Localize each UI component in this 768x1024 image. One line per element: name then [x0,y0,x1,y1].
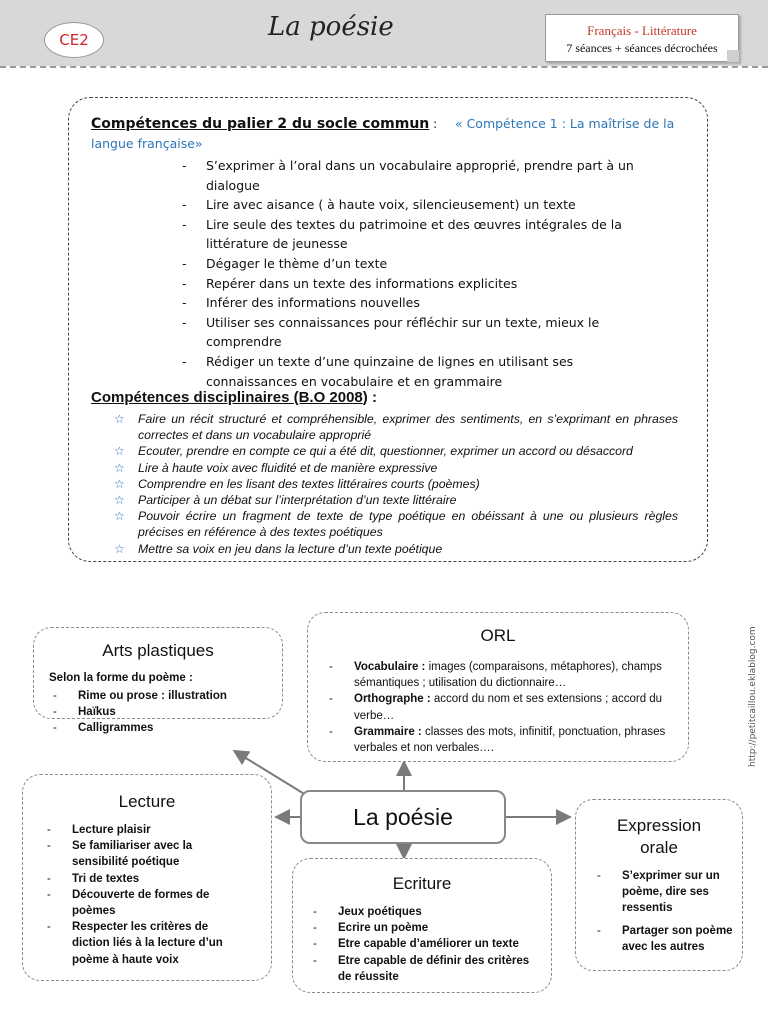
list-item: - Dégager le thème d’un texte [182,254,662,274]
level-badge: CE2 [44,22,104,58]
list-item: - Découverte de formes de poèmes [47,887,237,919]
list-item-text: Faire un récit structuré et compréhensible, exprimer des sentiments, en s’exprimant en phrases correctes et dans un vocabulaire approprié [138,412,678,443]
subject-label: Français - Littérature [587,23,697,38]
orl-item-label: Orthographe : [354,693,431,706]
star-bullet-icon: ☆ [114,509,125,524]
star-bullet-icon: ☆ [114,476,125,491]
list-item: - Ecrire un poème [313,920,538,936]
list-item: - Calligrammes [53,720,273,736]
disciplinaires-heading: Compétences disciplinaires (B.O 2008 [91,389,363,406]
orl-item-text: classes des mots, infinitif, ponctuation, phrases verbales et non verbales…. [354,725,666,755]
list-item: - Lire seule des textes du patrimoine et des œuvres intégrales de la littérature de jeunesse [182,215,662,254]
star-bullet-icon: ☆ [114,493,125,508]
list-item: - Jeux poétiques [313,904,538,920]
lecture-bubble [22,774,272,981]
lecture-title: Lecture [118,792,176,811]
orl-item-text: accord du nom et ses extensions ; accord du verbe… [354,693,663,722]
list-item: - S’exprimer à l’oral dans un vocabulaire approprié, prendre part à un dialogue [182,156,662,195]
list-item: - Haïkus [53,704,273,720]
competence-reference: « Compétence 1 : La maîtrise de la langue française» [91,116,675,151]
orl-bubble [307,612,689,762]
orl-item-label: Grammaire : [354,725,422,738]
blog-url-text[interactable]: http://petitcaillou.eklablog.com [748,626,758,767]
star-bullet-icon: ☆ [114,444,125,459]
arts-title: Arts plastiques [102,641,214,660]
arts-list [53,688,273,737]
disciplinaires-heading-end: ) : [362,389,377,406]
list-item-text: Comprendre en les lisant des textes littéraires courts (poèmes) [138,476,480,491]
orl-item-text: images (comparaisons, métaphores), champs sémantiques ; utilisation du dictionnaire… [354,661,662,690]
list-item: - Se familiariser avec la sensibilité poétique [47,838,237,870]
star-bullet-icon: ☆ [114,541,125,556]
list-item [329,659,669,691]
lecture-list [47,822,237,968]
list-item-text: Lire à haute voix avec fluidité et de manière expressive [138,460,438,475]
list-item: - Lire avec aisance ( à haute voix, silencieusement) un texte [182,195,662,215]
arts-plastiques-bubble [33,627,283,735]
star-bullet-icon: ☆ [114,460,125,475]
list-item: - Tri de textes [47,871,237,887]
list-item-text: Pouvoir écrire un fragment de texte de type poétique en obéissant à une ou plusieurs règles précises en référence à des textes poétiques [138,509,678,540]
list-item: - Repérer dans un texte des informations explicites [182,274,662,294]
list-item: - S’exprimer sur un poème, dire ses ressentis [597,868,735,917]
list-item: - Etre capable de définir des critères de réussite [313,953,538,985]
list-item-text: Mettre sa voix en jeu dans la lecture d’un texte poétique [138,541,443,556]
expression-title-line2: orale [640,838,678,857]
arts-intro: Selon la forme du poème : [49,672,193,684]
list-item: - Inférer des informations nouvelles [182,293,662,313]
expression-orale-bubble [575,799,743,971]
list-item: - Partager son poème avec les autres [597,923,735,955]
page-title: La poésie [268,12,394,42]
list-item [329,691,669,723]
list-item: - Utiliser ses connaissances pour réfléchir sur un texte, mieux le comprendre [182,313,662,352]
list-item: - Etre capable d’améliorer un texte [313,936,538,952]
list-item-text: Ecouter, prendre en compte ce qui a été dit, questionner, exprimer un accord ou désaccord [138,444,633,459]
list-item: - Rime ou prose : illustration [53,688,273,704]
orl-title: ORL [480,626,516,645]
expression-list [597,868,735,955]
list-item [329,724,669,756]
star-bullet-icon: ☆ [114,412,125,426]
ecriture-title: Ecriture [392,874,452,893]
list-item: - Rédiger un texte d’une quinzaine de lignes en utilisant ses connaissances en vocabulaire et en grammaire [182,352,662,391]
list-item: - Lecture plaisir [47,822,237,838]
expression-title-line1: Expression [616,816,702,835]
orl-list [329,659,669,756]
list-item: - Respecter les critères de diction liés à la lecture d’un poème à haute voix [47,919,237,968]
ecriture-bubble [292,858,552,993]
central-topic: La poésie [300,790,506,844]
socle-heading: Compétences du palier 2 du socle commun [91,116,430,132]
socle-heading-colon: : [429,117,438,131]
sessions-label: 7 séances + séances décrochées [566,41,718,55]
expression-title [576,815,742,859]
list-item-text: Participer à un débat sur l’interprétation d’un texte littéraire [138,493,457,508]
orl-item-label: Vocabulaire : [354,661,426,673]
ecriture-list [313,904,538,985]
